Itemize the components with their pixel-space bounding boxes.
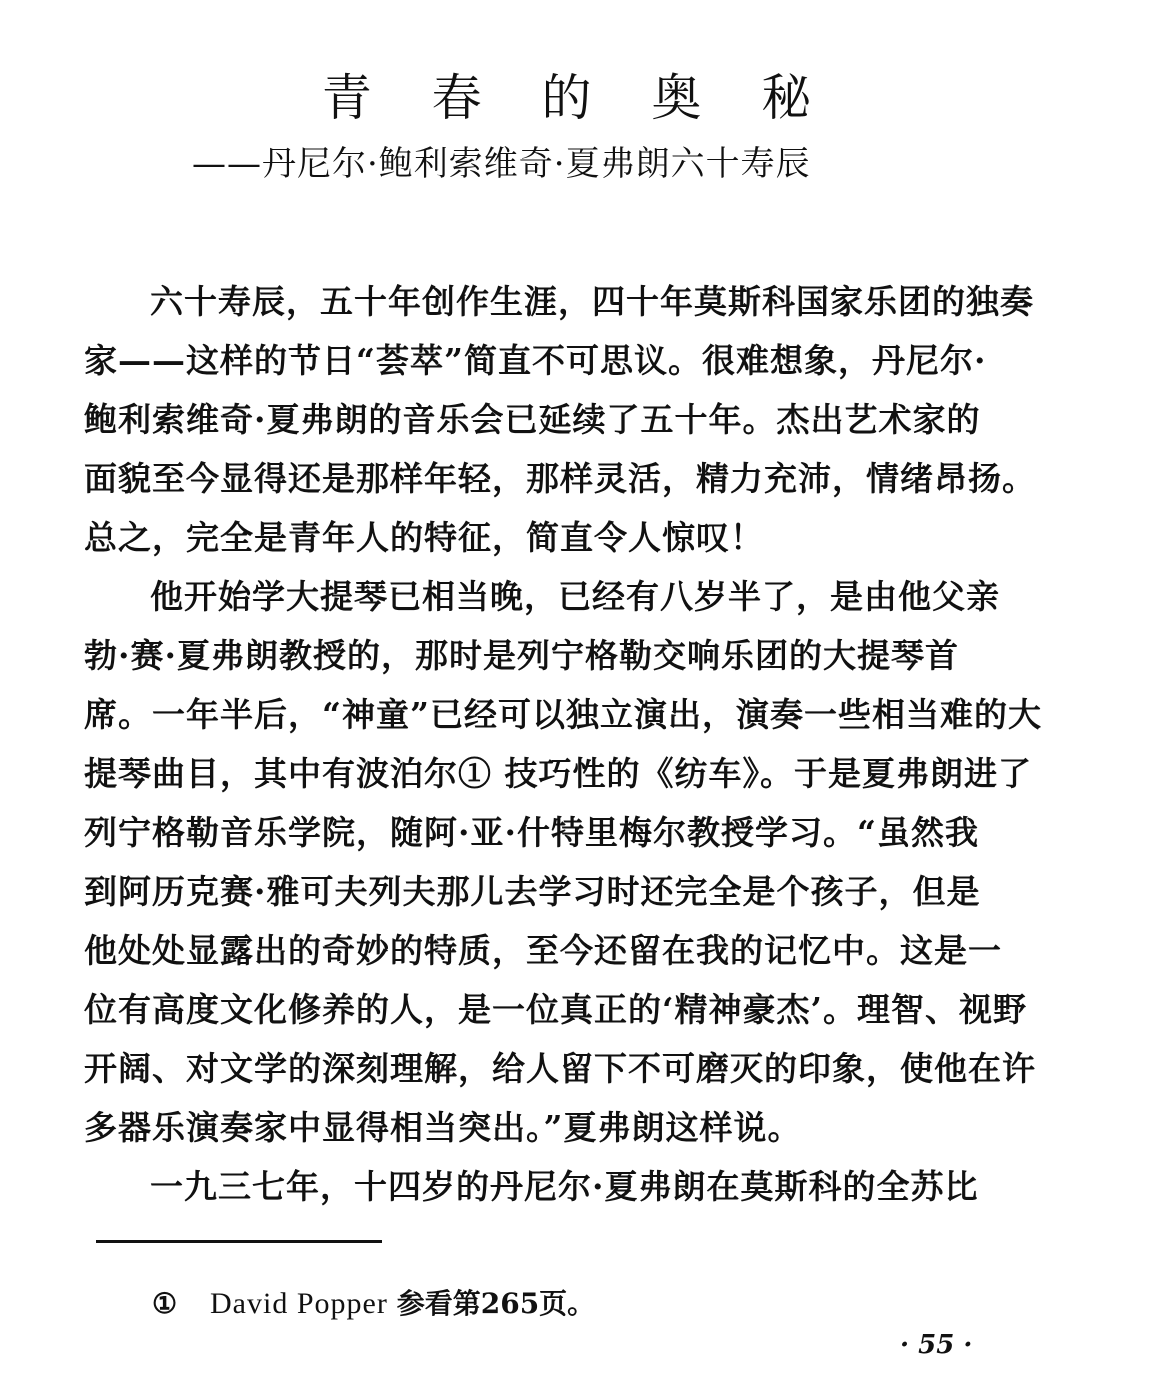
text-line: 一九三七年，十四岁的丹尼尔·夏弗朗在莫斯科的全苏比 [150, 1167, 979, 1206]
paragraph-1 [84, 272, 1074, 567]
footnote-name: David Popper [210, 1287, 388, 1320]
article-body [84, 272, 1074, 1216]
article-title: 青 春 的 奥 秘 [321, 69, 834, 127]
text-line: 多器乐演奏家中显得相当突出。”夏弗朗这样说。 [84, 1108, 802, 1147]
paragraph-3 [84, 1157, 1074, 1216]
page-number: · 55 · [900, 1330, 973, 1360]
text-line: 提琴曲目，其中有波泊尔① 技巧性的《纺车》。于是夏弗朗进了 [84, 754, 1032, 793]
footnote-mark: ① [152, 1287, 178, 1320]
footnote-reference: 参看第265页。 [396, 1287, 596, 1320]
text-line: 到阿历克赛·雅可夫列夫那儿去学习时还完全是个孩子，但是 [84, 872, 981, 911]
text-line: 列宁格勒音乐学院，随阿·亚·什特里梅尔教授学习。“虽然我 [84, 813, 979, 852]
paragraph-2 [84, 567, 1074, 1157]
text-line: 位有高度文化修养的人，是一位真正的‘精神豪杰’。理智、视野 [84, 990, 1027, 1029]
text-line: 开阔、对文学的深刻理解，给人留下不可磨灭的印象，使他在许 [84, 1049, 1036, 1088]
text-line: 勃·赛·夏弗朗教授的，那时是列宁格勒交响乐团的大提琴首 [84, 636, 959, 675]
text-line: 席。一年半后，“神童”已经可以独立演出，演奏一些相当难的大 [84, 695, 1042, 734]
text-line: 家——这样的节日“荟萃”简直不可思议。很难想象，丹尼尔· [84, 341, 987, 380]
text-line: 他开始学大提琴已相当晚，已经有八岁半了，是由他父亲 [150, 577, 1000, 616]
footnote [152, 1282, 595, 1322]
text-line: 他处处显露出的奇妙的特质，至今还留在我的记忆中。这是一 [84, 931, 1002, 970]
text-line: 总之，完全是青年人的特征，简直令人惊叹！ [84, 518, 764, 557]
footnote-divider [96, 1240, 382, 1243]
text-line: 面貌至今显得还是那样年轻，那样灵活，精力充沛，情绪昂扬。 [84, 459, 1036, 498]
article-subtitle: ——丹尼尔·鲍利索维奇·夏弗朗六十寿辰 [192, 144, 811, 184]
text-line: 六十寿辰，五十年创作生涯，四十年莫斯科国家乐团的独奏 [150, 282, 1034, 321]
text-line: 鲍利索维奇·夏弗朗的音乐会已延续了五十年。杰出艺术家的 [84, 400, 981, 439]
